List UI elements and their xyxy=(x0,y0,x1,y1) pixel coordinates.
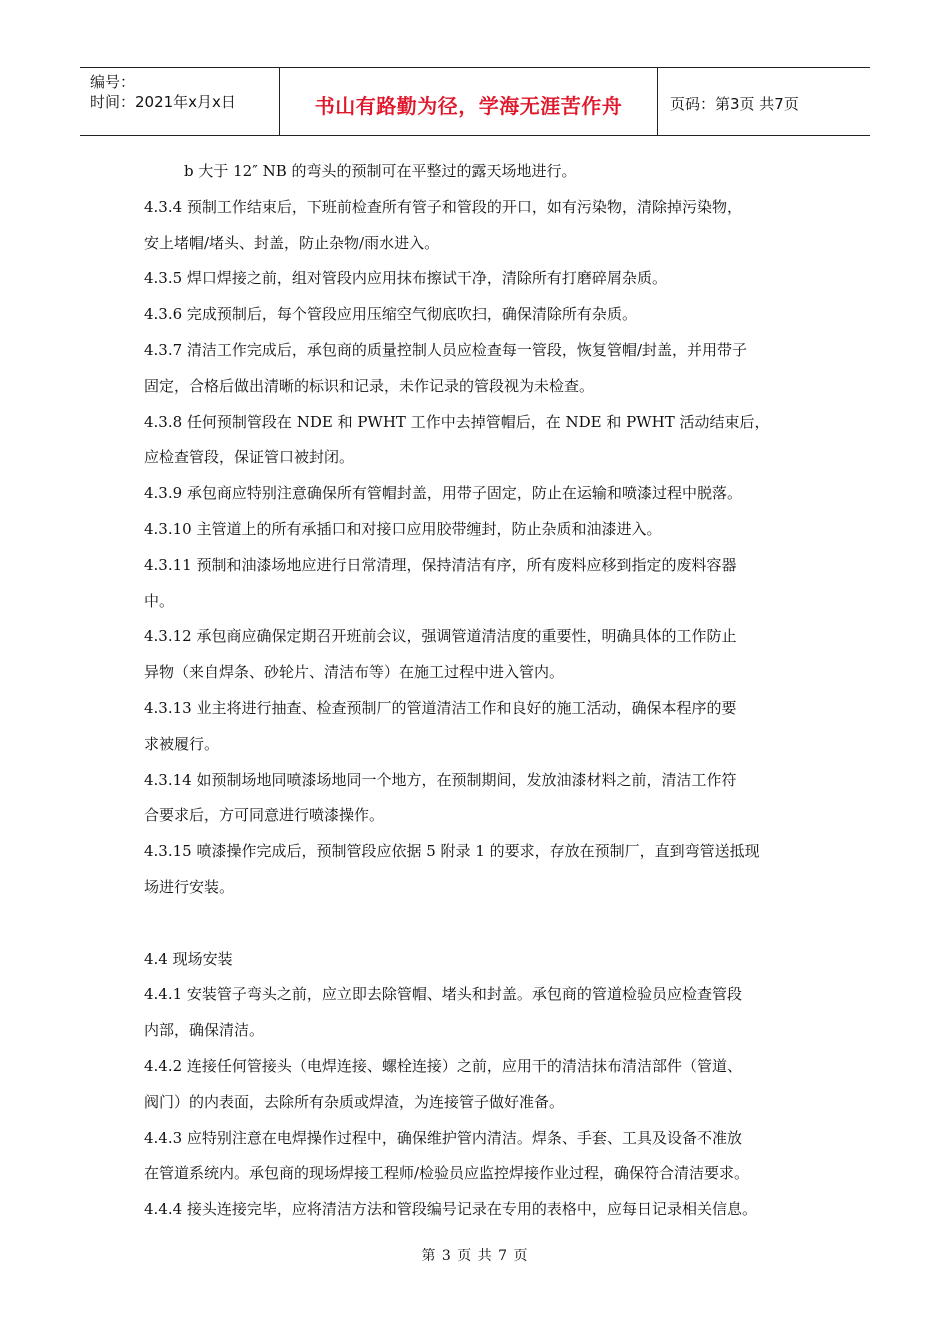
paragraph xyxy=(144,476,824,512)
paragraph-line: 4.4.4 接头连接完毕，应将清洁方法和管段编号记录在专用的表格中，应每日记录相关信息。 xyxy=(144,1200,757,1219)
paragraph xyxy=(144,1192,824,1228)
paragraph-line: 4.4.3 应特别注意在电焊操作过程中，确保维护管内清洁。焊条、手套、工具及设备不准放 xyxy=(144,1128,742,1147)
paragraph-line: 4.3.8 任何预制管段在 NDE 和 PWHT 工作中去掉管帽后，在 NDE 和 PWHT 活动结束后， xyxy=(144,412,770,431)
paragraph xyxy=(144,977,824,1049)
paragraph xyxy=(144,297,824,333)
paragraph xyxy=(144,512,824,548)
header-page-number: 页码：第3页 共7页 xyxy=(670,95,799,113)
paragraph xyxy=(144,1049,824,1121)
paragraph-line: 内部，确保清洁。 xyxy=(144,1021,265,1040)
paragraph xyxy=(144,834,824,906)
paragraph-line: 阀门）的内表面，去除所有杂质或焊渣，为连接管子做好准备。 xyxy=(144,1092,565,1111)
document-date-label: 时间：2021年x月x日 xyxy=(90,93,236,111)
paragraph-line: 4.3.6 完成预制后，每个管段应用压缩空气彻底吹扫，确保清除所有杂质。 xyxy=(144,305,637,324)
paragraph-line: 4.3.13 业主将进行抽查、检查预制厂的管道清洁工作和良好的施工活动，确保本程序的要 xyxy=(144,698,737,717)
paragraph xyxy=(144,763,824,835)
page-header xyxy=(80,67,870,136)
paragraph-line: 安上堵帽/堵头、封盖，防止杂物/雨水进入。 xyxy=(144,233,440,252)
paragraph-line: 异物（来自焊条、砂轮片、清洁布等）在施工过程中进入管内。 xyxy=(144,663,565,682)
paragraph-line: 4.3.5 焊口焊接之前，组对管段内应用抹布擦试干净，清除所有打磨碎屑杂质。 xyxy=(144,269,667,288)
paragraph xyxy=(144,619,824,691)
paragraph-line: 在管道系统内。承包商的现场焊接工程师/检验员应监控焊接作业过程，确保符合清洁要求。 xyxy=(144,1164,750,1183)
paragraph-line: 4.3.14 如预制场地同喷漆场地同一个地方，在预制期间，发放油漆材料之前，清洁工作符 xyxy=(144,770,737,789)
paragraph-line: 4.3.7 清洁工作完成后，承包商的质量控制人员应检查每一管段，恢复管帽/封盖，并用带子 xyxy=(144,340,747,359)
paragraph xyxy=(144,333,824,405)
paragraph-line: b 大于 12″ NB 的弯头的预制可在平整过的露天场地进行。 xyxy=(184,162,577,180)
paragraph-line: 4.4.2 连接任何管接头（电焊连接、螺栓连接）之前，应用干的清洁抹布清洁部件（管道、 xyxy=(144,1056,742,1075)
paragraph xyxy=(144,154,824,190)
paragraph-line: 中。 xyxy=(144,591,175,610)
paragraph-line: 场进行安装。 xyxy=(144,877,235,896)
paragraph xyxy=(144,1121,824,1193)
paragraph-line: 4.3.4 预制工作结束后，下班前检查所有管子和管段的开口，如有污染物，清除掉污染物， xyxy=(144,197,742,216)
paragraph xyxy=(144,190,824,262)
paragraph xyxy=(144,405,824,477)
paragraph-line: 4.4 现场安装 xyxy=(144,949,233,968)
document-body xyxy=(144,154,824,1228)
paragraph-line: 4.3.12 承包商应确保定期召开班前会议，强调管道清洁度的重要性，明确具体的工作防止 xyxy=(144,627,737,646)
paragraph xyxy=(144,261,824,297)
paragraph-line: 4.3.15 喷漆操作完成后，预制管段应依据 5 附录 1 的要求，存放在预制厂，直到弯管送抵现 xyxy=(144,842,760,861)
paragraph-line: 4.3.11 预制和油漆场地应进行日常清理，保持清洁有序，所有废料应移到指定的废料容器 xyxy=(144,555,737,574)
paragraph-line: 固定，合格后做出清晰的标识和记录，未作记录的管段视为未检查。 xyxy=(144,376,595,395)
paragraph-line: 应检查管段，保证管口被封闭。 xyxy=(144,448,355,467)
paragraph-line: 4.3.10 主管道上的所有承插口和对接口应用胶带缠封，防止杂质和油漆进入。 xyxy=(144,519,662,538)
paragraph xyxy=(144,942,824,978)
paragraph-gap xyxy=(144,906,824,942)
paragraph-line: 求被履行。 xyxy=(144,734,220,753)
paragraph xyxy=(144,691,824,763)
paragraph xyxy=(144,548,824,620)
paragraph-line: 4.3.9 承包商应特别注意确保所有管帽封盖，用带子固定，防止在运输和喷漆过程中脱落。 xyxy=(144,484,742,503)
header-motto: 书山有路勤为径，学海无涯苦作舟 xyxy=(280,68,658,135)
header-meta xyxy=(80,68,280,135)
paragraph-line: 4.4.1 安装管子弯头之前，应立即去除管帽、堵头和封盖。承包商的管道检验员应检查管段 xyxy=(144,985,742,1004)
page-footer: 第 3 页 共 7 页 xyxy=(421,1248,529,1264)
paragraph-line: 合要求后，方可同意进行喷漆操作。 xyxy=(144,806,385,825)
document-number-label: 编号： xyxy=(90,73,136,91)
